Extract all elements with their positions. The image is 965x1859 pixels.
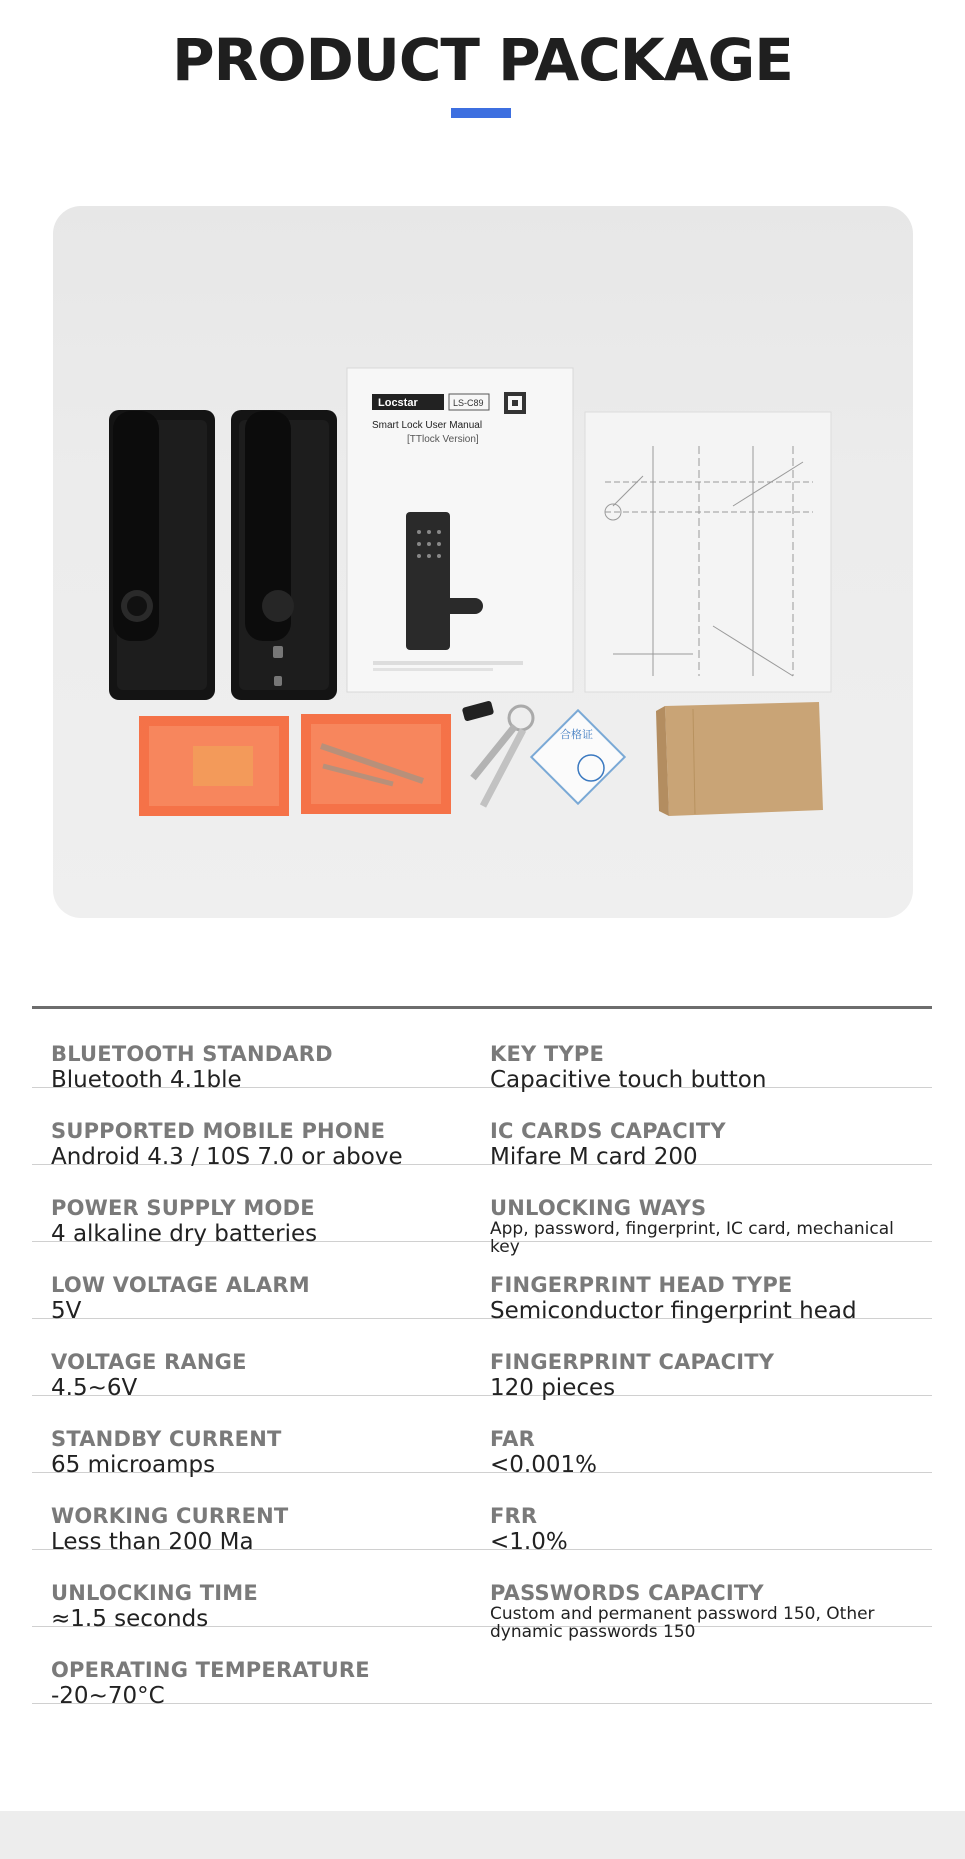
spec-label: FAR	[490, 1427, 535, 1451]
lock-front-panel	[109, 410, 215, 700]
spec-value: 4 alkaline dry batteries	[51, 1221, 318, 1247]
spec-label: FINGERPRINT CAPACITY	[490, 1350, 775, 1374]
certificate-label: 合格证	[560, 728, 593, 741]
spec-label: UNLOCKING WAYS	[490, 1196, 707, 1220]
spec-cell-right	[490, 1395, 930, 1478]
spec-label: POWER SUPPLY MODE	[51, 1196, 315, 1220]
spec-cell-right	[490, 1241, 930, 1324]
manual-model: LS-C89	[453, 398, 484, 408]
manual-brand: Locstar	[378, 397, 418, 409]
spec-table-top-rule	[32, 1006, 932, 1009]
spec-cell-left	[51, 1626, 471, 1709]
spec-value: -20~70°C	[51, 1683, 165, 1709]
spec-cell-right	[490, 1626, 930, 1703]
spec-label: BLUETOOTH STANDARD	[51, 1042, 333, 1066]
manual-title: Smart Lock User Manual	[372, 420, 483, 431]
spec-label: KEY TYPE	[490, 1042, 605, 1066]
spec-cell-left	[51, 1472, 471, 1555]
footer-band	[0, 1811, 965, 1859]
spec-label: WORKING CURRENT	[51, 1504, 289, 1528]
spec-value: 4.5~6V	[51, 1375, 138, 1401]
spec-row	[32, 1549, 932, 1642]
quality-certificate	[531, 710, 624, 803]
spec-value: Android 4.3 / 10S 7.0 or above	[51, 1144, 403, 1170]
spec-value: Bluetooth 4.1ble	[51, 1067, 242, 1093]
spec-value: <1.0%	[490, 1529, 568, 1555]
lock-back-panel	[231, 410, 337, 700]
spec-value: Less than 200 Ma	[51, 1529, 254, 1555]
spec-label: VOLTAGE RANGE	[51, 1350, 247, 1374]
screw-bag-2	[301, 714, 451, 814]
spec-cell-left	[51, 1164, 471, 1247]
spec-label: IC CARDS CAPACITY	[490, 1119, 726, 1143]
spec-cell-left	[51, 1395, 471, 1478]
spec-label: PASSWORDS CAPACITY	[490, 1581, 764, 1605]
title-underline	[451, 108, 511, 118]
spec-row	[32, 1087, 932, 1170]
spec-cell-left	[51, 1241, 471, 1324]
spec-label: UNLOCKING TIME	[51, 1581, 258, 1605]
cardboard-box	[656, 702, 823, 816]
spec-cell-right	[490, 1164, 930, 1257]
spec-row	[32, 1164, 932, 1257]
drilling-template	[585, 412, 831, 692]
spec-value: ≈1.5 seconds	[51, 1606, 209, 1632]
spec-value: App, password, fingerprint, IC card, mechanical key	[490, 1219, 894, 1257]
spec-label: FINGERPRINT HEAD TYPE	[490, 1273, 793, 1297]
spec-value: Semiconductor fingerprint head	[490, 1298, 857, 1324]
spec-cell-left	[51, 1087, 471, 1170]
spec-value: Custom and permanent password 150, Other dynamic passwords 150	[490, 1604, 875, 1642]
mechanical-keys	[462, 700, 533, 806]
spec-row	[32, 1010, 932, 1093]
spec-cell-left	[51, 1549, 471, 1632]
screw-bag-1	[139, 716, 289, 816]
spec-label: FRR	[490, 1504, 538, 1528]
spec-row	[32, 1472, 932, 1555]
spec-value: Mifare M card 200	[490, 1144, 698, 1170]
spec-cell-right	[490, 1010, 930, 1093]
spec-row	[32, 1626, 932, 1709]
spec-value: Capacitive touch button	[490, 1067, 767, 1093]
spec-value: <0.001%	[490, 1452, 597, 1478]
spec-cell-right	[490, 1472, 930, 1555]
spec-cell-right	[490, 1318, 930, 1401]
spec-row	[32, 1241, 932, 1324]
page-title: PRODUCT PACKAGE	[172, 26, 793, 94]
spec-cell-left	[51, 1318, 471, 1401]
spec-cell-right	[490, 1087, 930, 1170]
spec-cell-left	[51, 1010, 471, 1093]
spec-value: 120 pieces	[490, 1375, 616, 1401]
spec-row	[32, 1318, 932, 1401]
spec-label: LOW VOLTAGE ALARM	[51, 1273, 310, 1297]
user-manual	[347, 368, 573, 692]
spec-row	[32, 1395, 932, 1478]
spec-cell-right	[490, 1549, 930, 1642]
spec-value: 65 microamps	[51, 1452, 216, 1478]
spec-label: STANDBY CURRENT	[51, 1427, 282, 1451]
spec-value: 5V	[51, 1298, 82, 1324]
spec-label: OPERATING TEMPERATURE	[51, 1658, 370, 1682]
product-package-photo	[53, 206, 913, 918]
spec-label: SUPPORTED MOBILE PHONE	[51, 1119, 386, 1143]
manual-subtitle: [TTlock Version]	[407, 434, 479, 445]
